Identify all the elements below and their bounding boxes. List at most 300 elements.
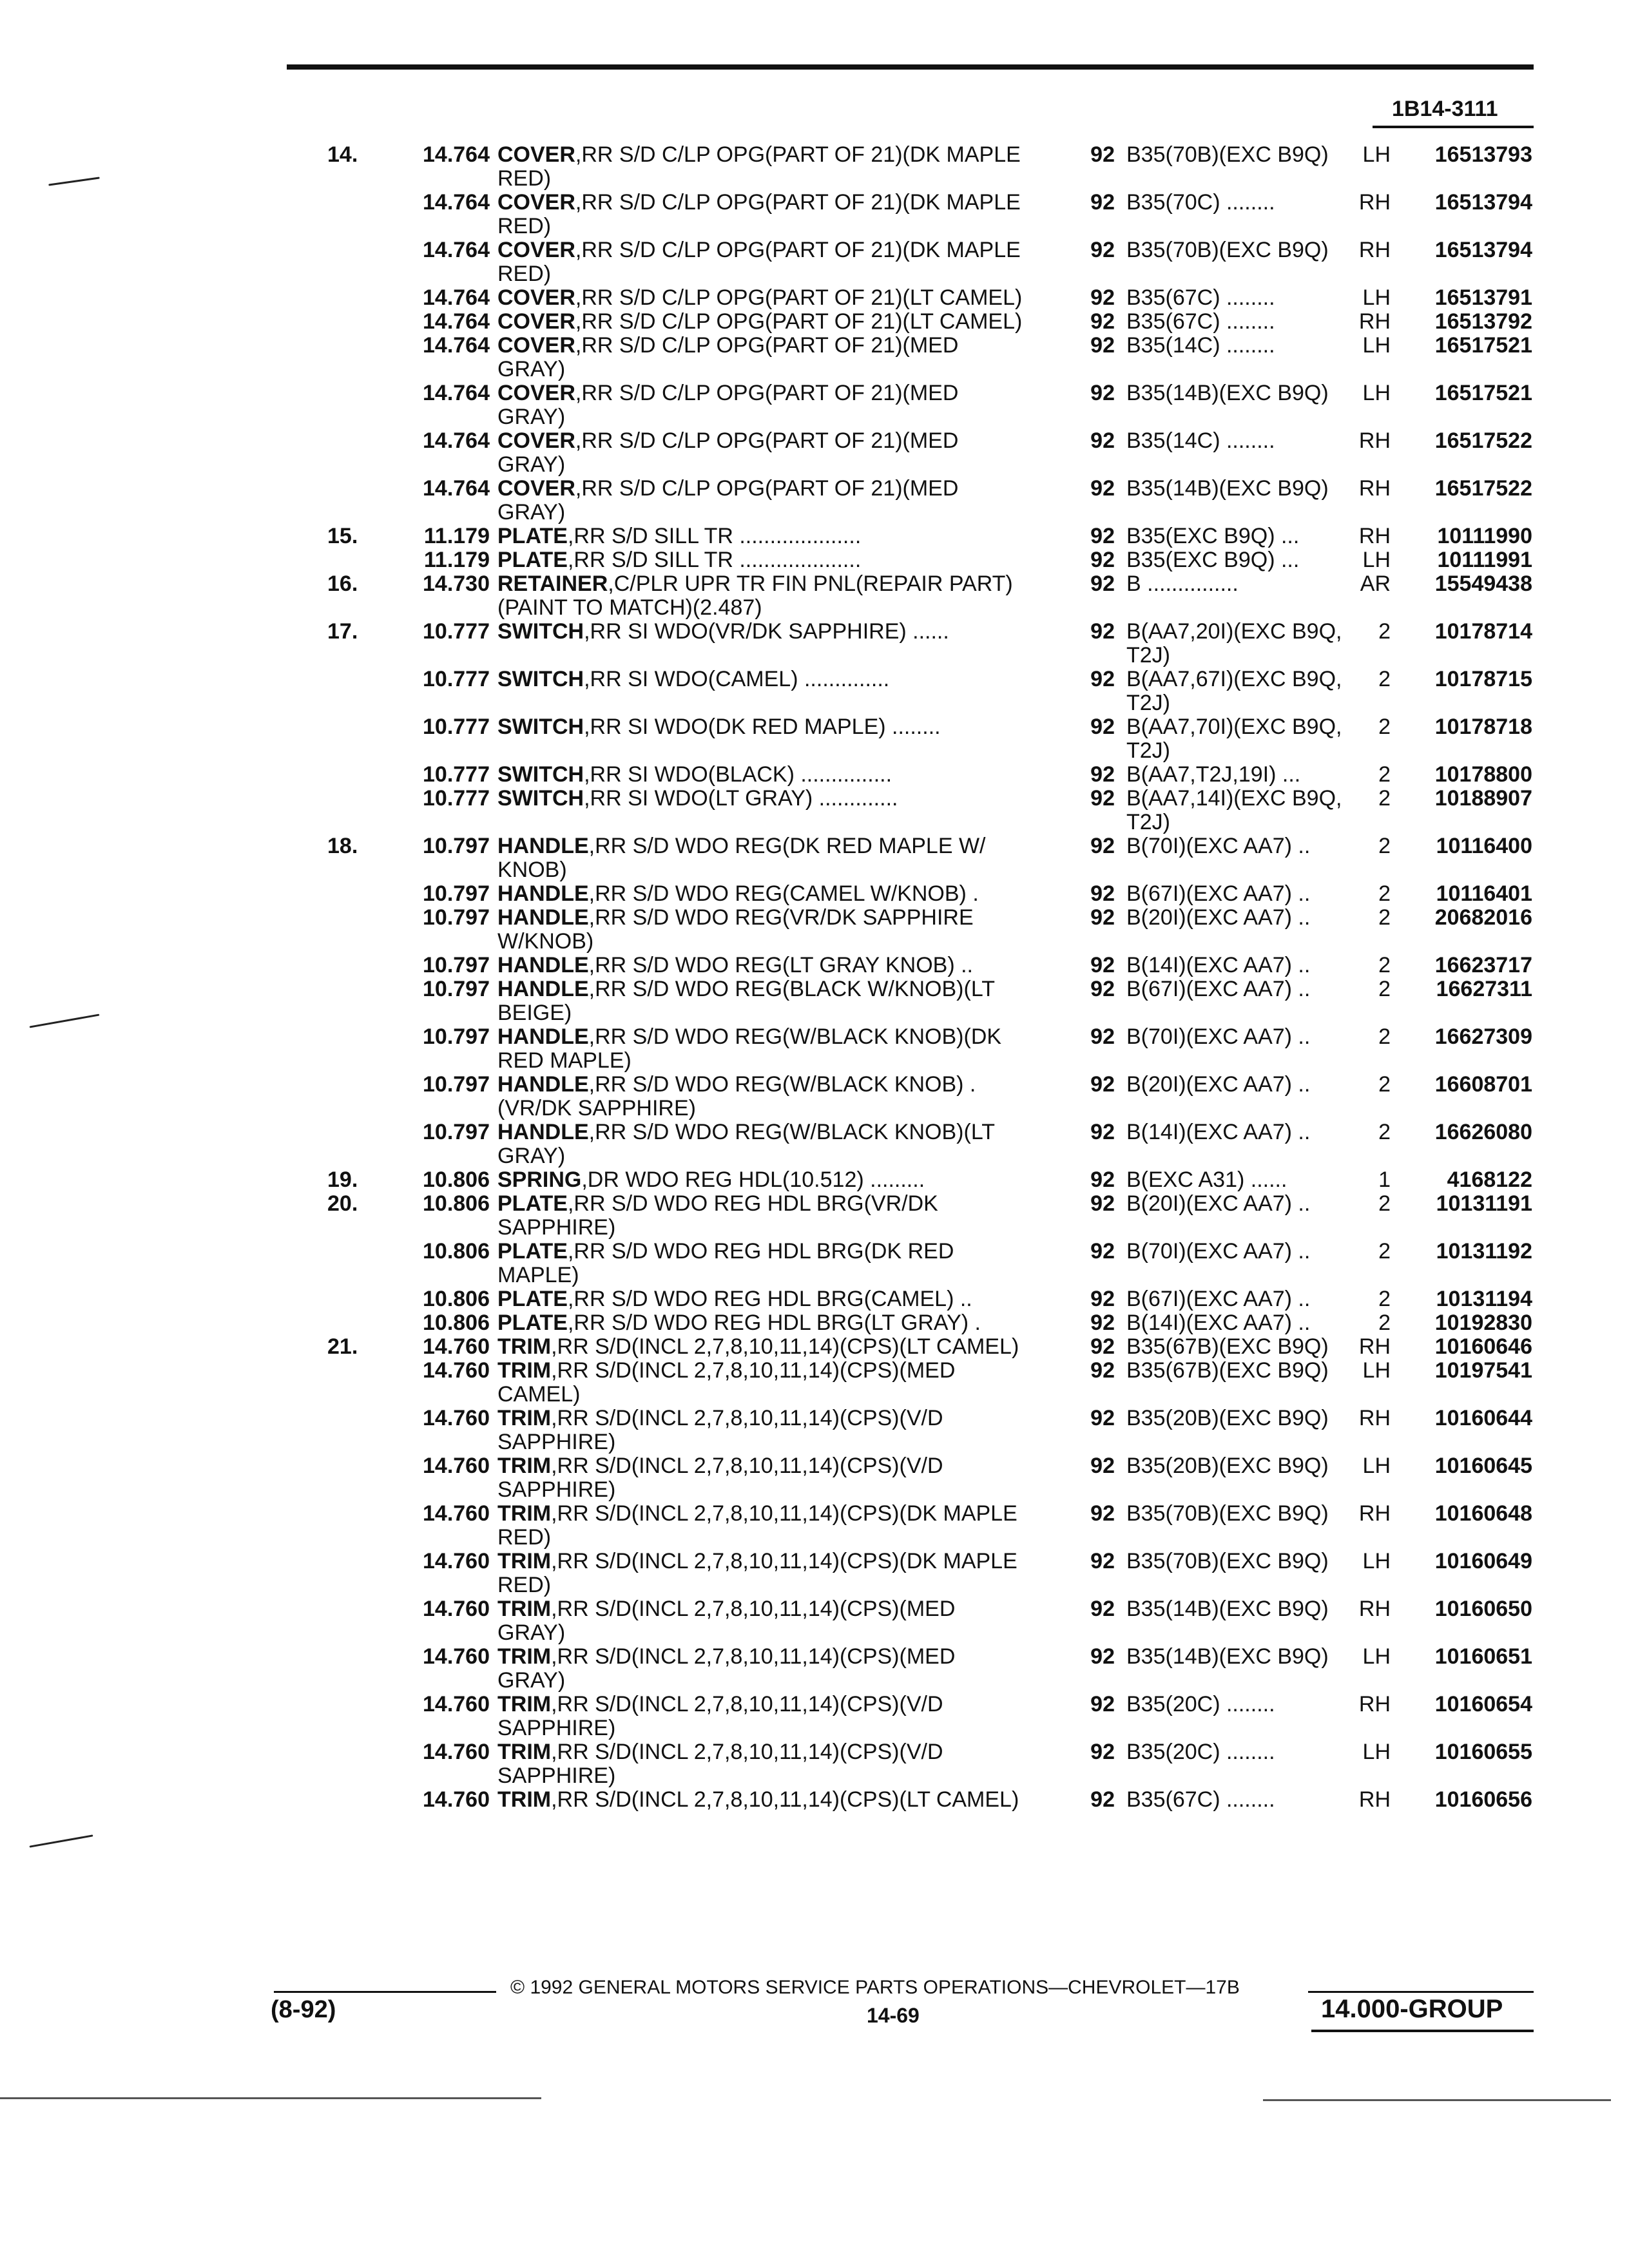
group-number: 10.797: [423, 1120, 490, 1144]
list-item: [0, 715, 1629, 763]
quantity: RH: [1358, 1692, 1391, 1716]
part-number: 16517521: [1434, 333, 1532, 358]
part-description: [497, 668, 1026, 691]
usage-code: B(AA7,67I)(EXC B9Q,T2J): [1126, 667, 1342, 715]
part-description-text: ,RR S/D C/LP OPG(PART OF 21)(MED GRAY): [497, 428, 959, 477]
quantity: 2: [1378, 715, 1391, 739]
part-description-text: ,RR S/D C/LP OPG(PART OF 21)(LT CAMEL): [575, 285, 1023, 310]
usage-code: B(70I)(EXC AA7) ..: [1126, 834, 1311, 858]
part-description-text: ,RR S/D(INCL 2,7,8,10,11,14)(CPS)(MED GRAY): [497, 1644, 956, 1693]
part-description: [497, 1120, 1026, 1168]
group-number: 14.760: [423, 1334, 490, 1359]
model-year: 92: [1090, 333, 1115, 358]
part-description-text: ,RR S/D C/LP OPG(PART OF 21)(MED GRAY): [497, 333, 959, 381]
part-name: PLATE: [497, 524, 568, 548]
bottom-edge-line: [1263, 2099, 1611, 2101]
part-name: SWITCH: [497, 715, 584, 739]
part-description: [497, 1645, 1026, 1693]
model-year: 92: [1090, 1358, 1115, 1383]
part-description-text: ,RR S/D WDO REG(LT GRAY KNOB) ..: [588, 953, 973, 977]
part-name: PLATE: [497, 1311, 568, 1335]
part-number: 10116400: [1436, 834, 1532, 858]
part-number: 16517522: [1434, 476, 1532, 501]
model-year: 92: [1090, 572, 1115, 596]
part-description-text: ,RR S/D C/LP OPG(PART OF 21)(LT CAMEL): [575, 309, 1023, 334]
part-name: TRIM: [497, 1692, 552, 1716]
list-item: [0, 763, 1629, 787]
item-number: 16.: [327, 572, 358, 596]
usage-code: B35(EXC B9Q) ...: [1126, 548, 1300, 572]
group-number: 14.760: [423, 1501, 490, 1526]
part-description: [497, 834, 1026, 882]
group-number: 14.764: [423, 190, 490, 215]
list-item: [0, 882, 1629, 906]
group-number: 14.760: [423, 1740, 490, 1764]
quantity: AR: [1360, 572, 1391, 596]
parts-list: [0, 143, 1629, 1812]
part-name: HANDLE: [497, 977, 589, 1001]
part-description-text: ,RR S/D WDO REG(W/BLACK KNOB) .(VR/DK SAPPHIRE): [497, 1072, 976, 1120]
item-number: 14.: [327, 142, 358, 167]
model-year: 92: [1090, 1168, 1115, 1192]
part-name: COVER: [497, 476, 575, 501]
list-item: [0, 977, 1629, 1025]
list-item: [0, 1693, 1629, 1740]
list-item: [0, 1311, 1629, 1335]
bottom-edge-line: [0, 2097, 541, 2099]
group-number: 10.797: [423, 977, 490, 1001]
part-number: 10160656: [1434, 1787, 1532, 1812]
part-name: COVER: [497, 238, 575, 262]
part-number: 10116401: [1436, 881, 1532, 906]
list-item: [0, 787, 1629, 834]
part-number: 10131192: [1436, 1239, 1532, 1264]
part-number: 4168122: [1447, 1168, 1532, 1192]
page-number: 14-69: [867, 2004, 920, 2027]
group-number: 10.797: [423, 881, 490, 906]
group-number: 14.764: [423, 428, 490, 453]
list-item: [0, 1454, 1629, 1502]
model-year: 92: [1090, 1287, 1115, 1311]
footer-rule-right: [1308, 1991, 1534, 1993]
part-description: [497, 1359, 1026, 1407]
list-item: [0, 954, 1629, 977]
part-number: 10178718: [1434, 715, 1532, 739]
usage-code: B35(67C) ........: [1126, 285, 1275, 310]
group-number: 11.179: [423, 524, 490, 548]
quantity: 1: [1378, 1168, 1391, 1192]
part-description: [497, 715, 1026, 739]
part-description-text: ,RR S/D(INCL 2,7,8,10,11,14)(CPS)(DK MAPLE RED): [497, 1549, 1017, 1597]
part-name: COVER: [497, 190, 575, 215]
model-year: 92: [1090, 381, 1115, 405]
part-number: 16626080: [1434, 1120, 1532, 1144]
usage-code: B35(67C) ........: [1126, 1787, 1275, 1812]
model-year: 92: [1090, 1239, 1115, 1264]
part-name: COVER: [497, 333, 575, 358]
group-number: 14.760: [423, 1406, 490, 1430]
part-name: SPRING: [497, 1168, 582, 1192]
quantity: RH: [1358, 428, 1391, 453]
part-number: 20682016: [1434, 905, 1532, 930]
quantity: RH: [1358, 1501, 1391, 1526]
model-year: 92: [1090, 1644, 1115, 1669]
top-rule: [287, 64, 1534, 70]
part-number: 10131191: [1436, 1191, 1532, 1216]
usage-code: B35(20B)(EXC B9Q): [1126, 1454, 1329, 1478]
part-name: PLATE: [497, 1239, 568, 1264]
usage-code: B35(14B)(EXC B9Q): [1126, 476, 1329, 501]
part-description: [497, 381, 1026, 429]
model-year: 92: [1090, 1406, 1115, 1430]
part-description: [497, 787, 1026, 811]
footer-group: 14.000-GROUP: [1321, 1995, 1503, 2023]
part-description: [497, 1335, 1026, 1359]
part-description: [497, 1073, 1026, 1120]
part-description: [497, 1025, 1026, 1073]
part-number: 10160646: [1434, 1334, 1532, 1359]
model-year: 92: [1090, 309, 1115, 334]
quantity: LH: [1362, 1358, 1391, 1383]
part-description: [497, 1168, 1026, 1192]
quantity: LH: [1362, 333, 1391, 358]
group-number: 10.777: [423, 786, 490, 811]
usage-code: B(67I)(EXC AA7) ..: [1126, 881, 1311, 906]
part-description: [497, 1788, 1026, 1812]
footer-copyright: © 1992 GENERAL MOTORS SERVICE PARTS OPERATIONS—CHEVROLET—17B: [510, 1977, 1240, 1998]
model-year: 92: [1090, 977, 1115, 1001]
part-number: 10160654: [1434, 1692, 1532, 1716]
item-number: 18.: [327, 834, 358, 858]
part-description-text: ,RR S/D(INCL 2,7,8,10,11,14)(CPS)(MED CAMEL): [497, 1358, 956, 1407]
usage-code: B(AA7,14I)(EXC B9Q,T2J): [1126, 786, 1342, 834]
group-number: 10.777: [423, 619, 490, 644]
usage-code: B35(20C) ........: [1126, 1692, 1275, 1716]
group-number: 10.806: [423, 1191, 490, 1216]
usage-code: B35(70B)(EXC B9Q): [1126, 142, 1329, 167]
group-number: 14.730: [423, 572, 490, 596]
usage-code: B ...............: [1126, 572, 1239, 596]
quantity: 2: [1378, 786, 1391, 811]
model-year: 92: [1090, 1120, 1115, 1144]
usage-code: B35(14B)(EXC B9Q): [1126, 1597, 1329, 1621]
part-description-text: ,RR SI WDO(VR/DK SAPPHIRE) ......: [584, 619, 949, 644]
usage-code: B(14I)(EXC AA7) ..: [1126, 953, 1311, 977]
usage-code: B35(14B)(EXC B9Q): [1126, 381, 1329, 405]
quantity: RH: [1358, 1597, 1391, 1621]
part-name: COVER: [497, 142, 575, 167]
group-number: 14.760: [423, 1597, 490, 1621]
part-name: HANDLE: [497, 953, 589, 977]
part-description: [497, 977, 1026, 1025]
part-description: [497, 1502, 1026, 1550]
model-year: 92: [1090, 1334, 1115, 1359]
group-number: 10.797: [423, 953, 490, 977]
quantity: 2: [1378, 1311, 1391, 1335]
usage-code: B35(67B)(EXC B9Q): [1126, 1358, 1329, 1383]
usage-code: B(67I)(EXC AA7) ..: [1126, 977, 1311, 1001]
quantity: RH: [1358, 238, 1391, 262]
part-description: [497, 882, 1026, 906]
quantity: 2: [1378, 1191, 1391, 1216]
part-name: HANDLE: [497, 1120, 589, 1144]
list-item: [0, 477, 1629, 524]
group-number: 14.764: [423, 333, 490, 358]
model-year: 92: [1090, 881, 1115, 906]
part-description: [497, 620, 1026, 644]
model-year: 92: [1090, 1740, 1115, 1764]
list-item: [0, 1287, 1629, 1311]
model-year: 92: [1090, 428, 1115, 453]
group-number: 10.777: [423, 762, 490, 787]
part-description-text: ,RR S/D C/LP OPG(PART OF 21)(DK MAPLE RED): [497, 238, 1021, 286]
list-item: [0, 1502, 1629, 1550]
part-description: [497, 1693, 1026, 1740]
part-number: 16513792: [1434, 309, 1532, 334]
list-item: [0, 1550, 1629, 1597]
part-description: [497, 1740, 1026, 1788]
document-id: 1B14-3111: [1392, 97, 1498, 121]
part-description: [497, 310, 1026, 334]
list-item: [0, 143, 1629, 191]
part-number: 16513793: [1434, 142, 1532, 167]
footer-date: (8-92): [271, 1996, 336, 2023]
part-name: PLATE: [497, 1191, 568, 1216]
list-item: [0, 1120, 1629, 1168]
list-item: [0, 238, 1629, 286]
part-name: RETAINER: [497, 572, 608, 596]
model-year: 92: [1090, 1311, 1115, 1335]
quantity: 2: [1378, 619, 1391, 644]
group-number: 10.797: [423, 834, 490, 858]
part-description: [497, 1454, 1026, 1502]
quantity: 2: [1378, 834, 1391, 858]
usage-code: B35(70C) ........: [1126, 190, 1275, 215]
quantity: RH: [1358, 190, 1391, 215]
part-name: TRIM: [497, 1454, 552, 1478]
part-name: HANDLE: [497, 1024, 589, 1049]
quantity: RH: [1358, 1406, 1391, 1430]
usage-code: B(AA7,T2J,19I) ...: [1126, 762, 1301, 787]
model-year: 92: [1090, 619, 1115, 644]
part-number: 10111990: [1437, 524, 1532, 548]
usage-code: B(70I)(EXC AA7) ..: [1126, 1239, 1311, 1264]
part-name: HANDLE: [497, 834, 589, 858]
part-number: 10192830: [1434, 1311, 1532, 1335]
part-description-text: ,DR WDO REG HDL(10.512) .........: [581, 1168, 925, 1192]
part-description: [497, 429, 1026, 477]
group-number: 10.797: [423, 1072, 490, 1097]
part-name: SWITCH: [497, 619, 584, 644]
part-name: SWITCH: [497, 786, 584, 811]
group-number: 10.806: [423, 1311, 490, 1335]
quantity: RH: [1358, 524, 1391, 548]
group-number: 14.764: [423, 238, 490, 262]
quantity: RH: [1358, 1787, 1391, 1812]
part-description-text: ,RR S/D WDO REG(BLACK W/KNOB)(LT BEIGE): [497, 977, 995, 1025]
group-number: 14.760: [423, 1549, 490, 1573]
group-number: 11.179: [423, 548, 490, 572]
part-description-text: ,RR S/D(INCL 2,7,8,10,11,14)(CPS)(V/D SAPPHIRE): [497, 1454, 943, 1502]
part-description: [497, 238, 1026, 286]
model-year: 92: [1090, 1191, 1115, 1216]
part-description-text: ,RR S/D(INCL 2,7,8,10,11,14)(CPS)(V/D SAPPHIRE): [497, 1406, 943, 1454]
list-item: [0, 1788, 1629, 1812]
list-item: [0, 191, 1629, 238]
usage-code: B35(14B)(EXC B9Q): [1126, 1644, 1329, 1669]
list-item: [0, 1359, 1629, 1407]
part-name: TRIM: [497, 1644, 552, 1669]
usage-code: B(70I)(EXC AA7) ..: [1126, 1024, 1311, 1049]
model-year: 92: [1090, 524, 1115, 548]
model-year: 92: [1090, 953, 1115, 977]
part-number: 10178714: [1434, 619, 1532, 644]
model-year: 92: [1090, 715, 1115, 739]
part-number: 10178715: [1434, 667, 1532, 691]
part-description-text: ,RR S/D SILL TR ....................: [567, 548, 862, 572]
part-number: 16623717: [1434, 953, 1532, 977]
part-name: TRIM: [497, 1406, 552, 1430]
list-item: [0, 334, 1629, 381]
part-number: 16517521: [1434, 381, 1532, 405]
part-description: [497, 191, 1026, 238]
list-item: [0, 286, 1629, 310]
usage-code: B(AA7,70I)(EXC B9Q,T2J): [1126, 715, 1342, 763]
list-item: [0, 310, 1629, 334]
list-item: [0, 620, 1629, 668]
part-description-text: ,RR S/D WDO REG HDL BRG(CAMEL) ..: [567, 1287, 972, 1311]
model-year: 92: [1090, 1024, 1115, 1049]
part-number: 10160644: [1434, 1406, 1532, 1430]
part-description-text: ,RR S/D WDO REG HDL BRG(VR/DK SAPPHIRE): [497, 1191, 938, 1240]
group-number: 14.760: [423, 1358, 490, 1383]
part-description: [497, 548, 1026, 572]
group-number: 10.777: [423, 667, 490, 691]
model-year: 92: [1090, 476, 1115, 501]
quantity: 2: [1378, 905, 1391, 930]
part-description-text: ,RR S/D SILL TR ....................: [567, 524, 862, 548]
part-description-text: ,RR S/D(INCL 2,7,8,10,11,14)(CPS)(DK MAPLE RED): [497, 1501, 1017, 1550]
list-item: [0, 1073, 1629, 1120]
part-description-text: ,RR S/D(INCL 2,7,8,10,11,14)(CPS)(LT CAMEL): [551, 1787, 1019, 1812]
part-name: PLATE: [497, 548, 568, 572]
group-number: 10.806: [423, 1168, 490, 1192]
quantity: LH: [1362, 142, 1391, 167]
group-number: 14.764: [423, 381, 490, 405]
quantity: 2: [1378, 1024, 1391, 1049]
model-year: 92: [1090, 1454, 1115, 1478]
model-year: 92: [1090, 1787, 1115, 1812]
usage-code: B35(67B)(EXC B9Q): [1126, 1334, 1329, 1359]
usage-code: B(20I)(EXC AA7) ..: [1126, 1191, 1311, 1216]
part-number: 16513794: [1434, 190, 1532, 215]
part-description: [497, 1192, 1026, 1240]
model-year: 92: [1090, 190, 1115, 215]
part-name: COVER: [497, 381, 575, 405]
part-description-text: ,RR S/D C/LP OPG(PART OF 21)(MED GRAY): [497, 381, 959, 429]
quantity: RH: [1358, 1334, 1391, 1359]
part-number: 10160648: [1434, 1501, 1532, 1526]
part-number: 15549438: [1434, 572, 1532, 596]
list-item: [0, 1597, 1629, 1645]
quantity: LH: [1362, 1454, 1391, 1478]
list-item: [0, 524, 1629, 548]
part-number: 16513791: [1434, 285, 1532, 310]
usage-code: B35(20C) ........: [1126, 1740, 1275, 1764]
list-item: [0, 572, 1629, 620]
list-item: [0, 668, 1629, 715]
part-number: 16513794: [1434, 238, 1532, 262]
part-description-text: ,RR S/D(INCL 2,7,8,10,11,14)(CPS)(V/D SAPPHIRE): [497, 1740, 943, 1788]
part-description: [497, 763, 1026, 787]
usage-code: B35(67C) ........: [1126, 309, 1275, 334]
usage-code: B(AA7,20I)(EXC B9Q,T2J): [1126, 619, 1342, 668]
part-description-text: ,RR S/D WDO REG HDL BRG(LT GRAY) .: [567, 1311, 981, 1335]
group-number: 10.777: [423, 715, 490, 739]
group-number: 14.764: [423, 142, 490, 167]
item-number: 17.: [327, 619, 358, 644]
list-item: [0, 1335, 1629, 1359]
part-name: COVER: [497, 428, 575, 453]
list-item: [0, 1645, 1629, 1693]
part-name: PLATE: [497, 1287, 568, 1311]
list-item: [0, 1192, 1629, 1240]
part-description: [497, 524, 1026, 548]
model-year: 92: [1090, 1692, 1115, 1716]
part-description: [497, 906, 1026, 954]
part-description: [497, 1550, 1026, 1597]
usage-code: B(20I)(EXC AA7) ..: [1126, 905, 1311, 930]
part-description-text: ,RR S/D WDO REG(W/BLACK KNOB)(DK RED MAPLE): [497, 1024, 1002, 1073]
group-number: 10.806: [423, 1287, 490, 1311]
part-number: 16517522: [1434, 428, 1532, 453]
part-description-text: ,RR SI WDO(LT GRAY) .............: [584, 786, 898, 811]
margin-mark: [29, 1834, 93, 1847]
model-year: 92: [1090, 1597, 1115, 1621]
part-name: TRIM: [497, 1334, 552, 1359]
part-number: 16608701: [1434, 1072, 1532, 1097]
list-item: [0, 429, 1629, 477]
part-description: [497, 477, 1026, 524]
part-description-text: ,RR S/D WDO REG(W/BLACK KNOB)(LT GRAY): [497, 1120, 995, 1168]
part-name: HANDLE: [497, 881, 589, 906]
usage-code: B35(70B)(EXC B9Q): [1126, 238, 1329, 262]
part-number: 16627309: [1434, 1024, 1532, 1049]
group-number: 14.760: [423, 1787, 490, 1812]
part-description: [497, 286, 1026, 310]
quantity: 2: [1378, 667, 1391, 691]
group-number: 14.760: [423, 1454, 490, 1478]
usage-code: B(EXC A31) ......: [1126, 1168, 1287, 1192]
part-description-text: ,RR SI WDO(DK RED MAPLE) ........: [584, 715, 941, 739]
list-item: [0, 906, 1629, 954]
group-number: 10.797: [423, 905, 490, 930]
group-number: 14.764: [423, 309, 490, 334]
part-name: TRIM: [497, 1740, 552, 1764]
doc-id-underline: [1373, 126, 1534, 128]
part-number: 10160650: [1434, 1597, 1532, 1621]
usage-code: B35(14C) ........: [1126, 333, 1275, 358]
part-number: 10160651: [1434, 1644, 1532, 1669]
list-item: [0, 1025, 1629, 1073]
model-year: 92: [1090, 1549, 1115, 1573]
model-year: 92: [1090, 1072, 1115, 1097]
usage-code: B(14I)(EXC AA7) ..: [1126, 1311, 1311, 1335]
part-number: 16627311: [1436, 977, 1532, 1001]
part-description: [497, 1407, 1026, 1454]
part-description: [497, 1240, 1026, 1287]
part-name: TRIM: [497, 1787, 552, 1812]
